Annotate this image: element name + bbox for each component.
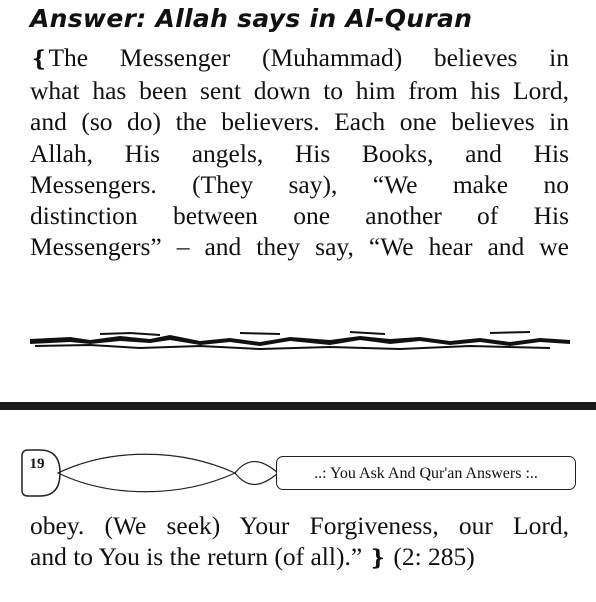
verse-line: Messengers. (They say), “We make no — [30, 169, 569, 199]
verse-line: obey. (We seek) Your Forgiveness, our Lord, — [30, 511, 569, 540]
page-number: 19 — [29, 456, 45, 472]
verse-line-final: and to You is the return (of all).” ❵ (2: 285) — [30, 542, 475, 572]
verse-line: distinction between one another of His — [30, 201, 569, 231]
verse-line: what has been sent down to him from his Lord, — [30, 76, 569, 106]
page-divider — [0, 402, 596, 410]
close-ornate-bracket: ❵ — [368, 546, 387, 572]
verse-paragraph-bottom — [30, 510, 569, 574]
answer-heading: Answer: Allah says in Al-Quran — [30, 4, 473, 33]
verse-paragraph-top — [30, 42, 569, 262]
verse-reference: (2: 285) — [393, 542, 475, 572]
verse-line: and (so do) the believers. Each one believes in — [30, 107, 569, 137]
verse-line: ❴The Messenger (Muhammad) believes in — [30, 43, 569, 72]
open-ornate-bracket: ❴ — [30, 47, 49, 72]
garbled-text-line — [30, 330, 575, 352]
verse-line: Messengers” – and they say, “We hear and we — [30, 232, 569, 262]
verse-line: Allah, His angels, His Books, and His — [30, 138, 569, 168]
book-title-box: ..: You Ask And Qur'an Answers :.. — [276, 456, 576, 490]
